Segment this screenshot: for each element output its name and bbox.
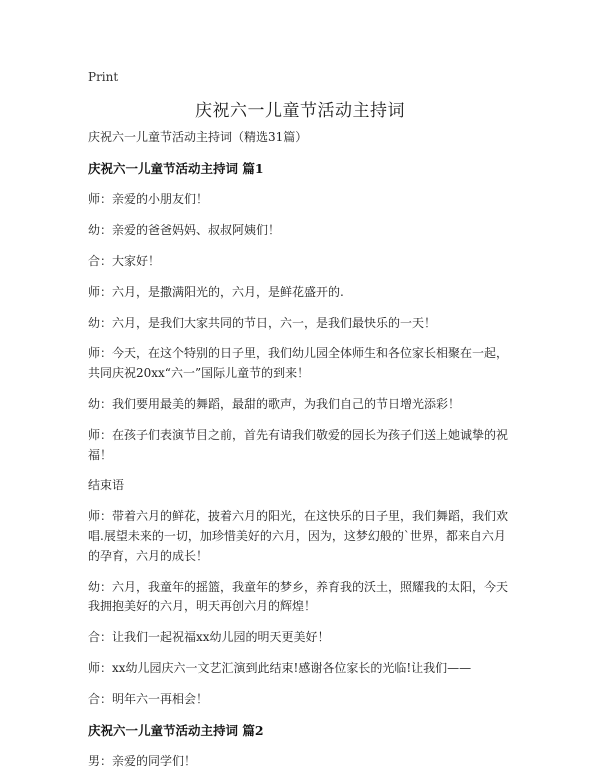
paragraph: 师：亲爱的小朋友们！ <box>88 192 209 207</box>
page-title: 庆祝六一儿童节活动主持词 <box>195 101 405 121</box>
section-heading-2: 庆祝六一儿童节活动主持词 篇2 <box>88 722 264 738</box>
paragraph: 师：xx幼儿园庆六一文艺汇演到此结束!感谢各位家长的光临!让我们—— <box>88 660 472 675</box>
paragraph: 幼：亲爱的爸爸妈妈、叔叔阿姨们！ <box>88 223 281 238</box>
paragraph: 合：让我们一起祝福xx幼儿园的明天更美好！ <box>88 630 330 645</box>
paragraph: 幼：六月，是我们大家共同的节日，六一，是我们最快乐的一天！ <box>88 315 437 330</box>
paragraph: 幼：我们要用最美的舞蹈，最甜的歌声，为我们自己的节日增光添彩！ <box>88 397 461 411</box>
print-label[interactable]: Print <box>88 70 119 84</box>
closing-label: 结束语 <box>88 478 125 493</box>
paragraph: 师：六月，是撒满阳光的，六月，是鲜花盛开的. <box>88 284 344 299</box>
intro-subtitle: 庆祝六一儿童节活动主持词（精选31篇） <box>88 130 308 144</box>
section-heading-1: 庆祝六一儿童节活动主持词 篇1 <box>88 160 264 176</box>
paragraph: 师：在孩子们表演节目之前，首先有请我们敬爱的园长为孩子们送上她诚挚的祝福！ <box>88 427 509 462</box>
document-body <box>88 128 514 783</box>
paragraph: 男：亲爱的同学们！ <box>88 754 197 769</box>
paragraph: 合：明年六一再相会！ <box>88 691 209 706</box>
paragraph: 合：大家好！ <box>88 254 161 269</box>
paragraph: 师：带着六月的鲜花，披着六月的阳光，在这快乐的日子里，我们舞蹈，我们欢唱.展望未来的一切，加珍惜美好的六月，因为，这梦幻般的`世界，都来自六月的孕育，六月的成长！ <box>88 509 509 563</box>
paragraph: 幼：六月，我童年的摇篮，我童年的梦乡，养育我的沃土，照耀我的太阳，今天我拥抱美好的六月，明天再创六月的辉煌！ <box>88 579 509 614</box>
paragraph: 师：今天，在这个特别的日子里，我们幼儿园全体师生和各位家长相聚在一起，共同庆祝20xx“六一”国际儿童节的到来！ <box>88 346 509 381</box>
